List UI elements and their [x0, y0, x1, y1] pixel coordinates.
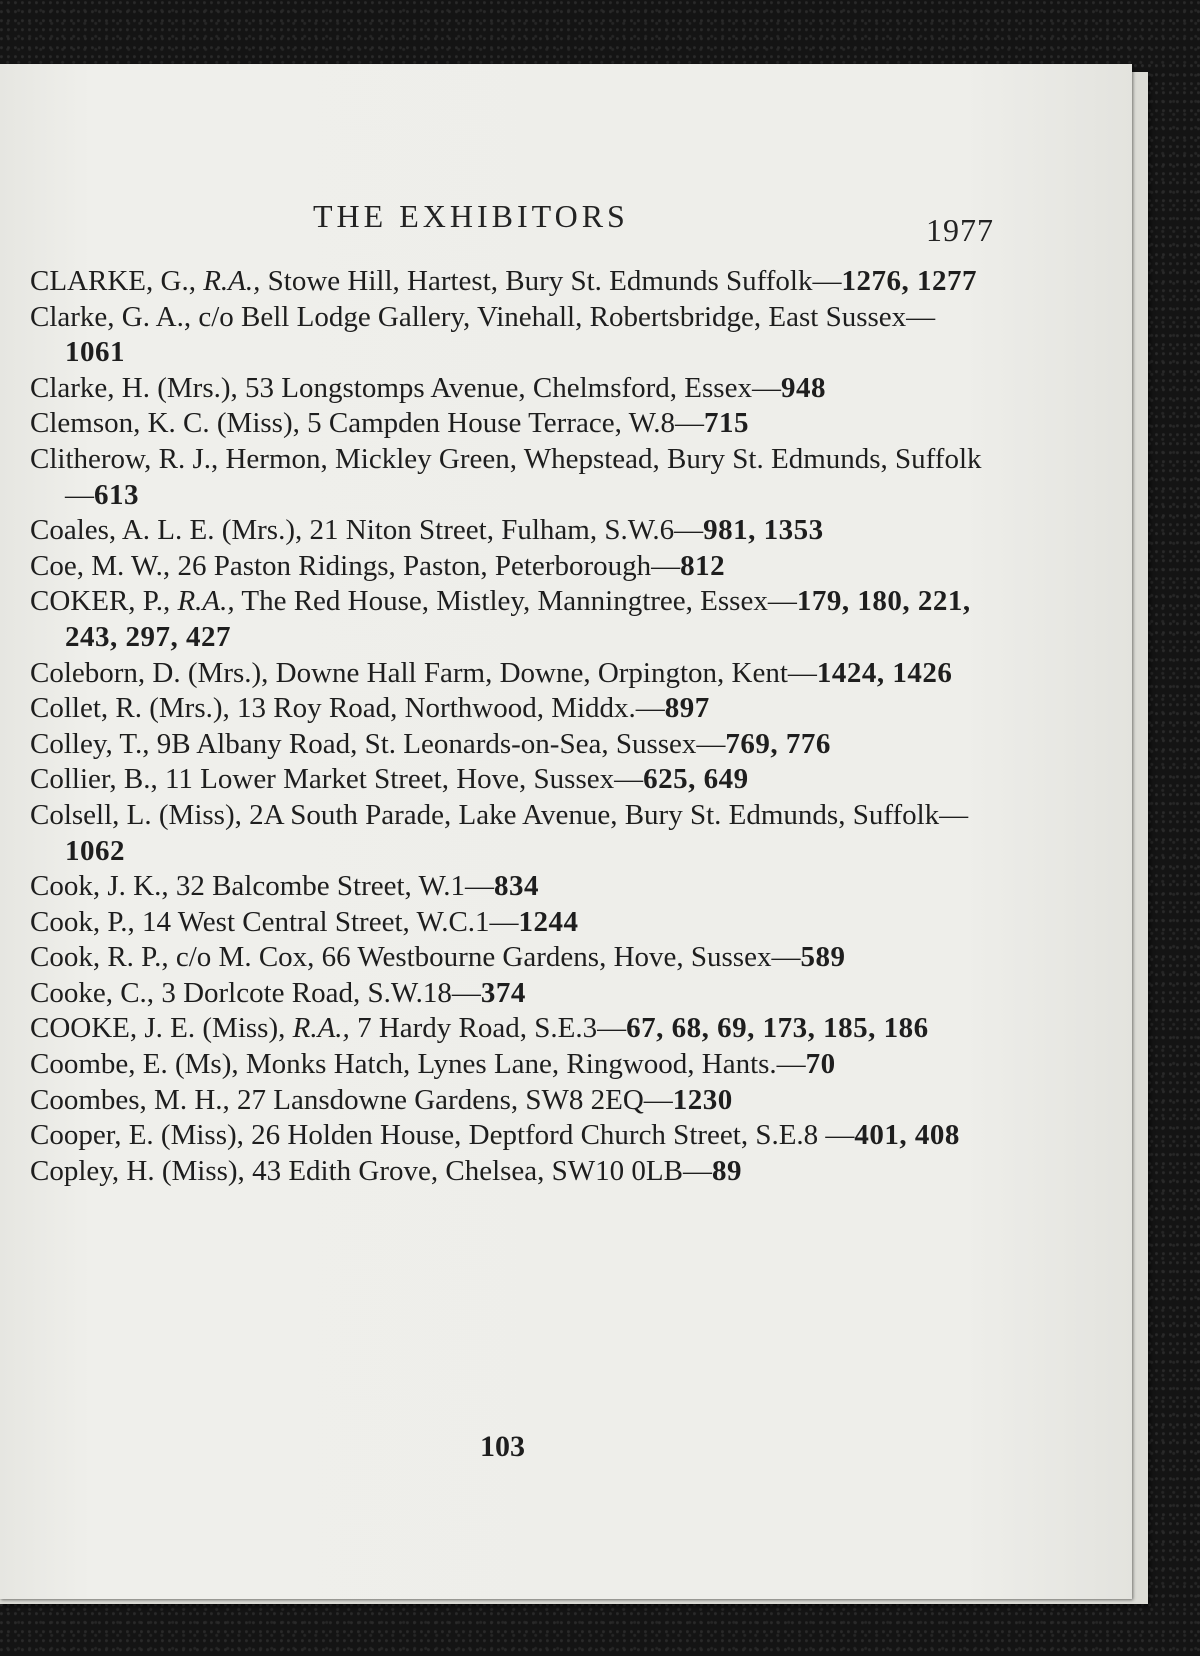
page-year: 1977 — [926, 212, 994, 248]
exhibitor-honour: R.A., — [203, 265, 261, 297]
exhibitor-entry — [30, 869, 990, 905]
exhibitor-entry — [30, 1083, 990, 1119]
exhibitor-address: c/o Bell Lodge Gallery, Vinehall, Robertsbridge, East Sussex— — [191, 300, 936, 333]
exhibit-numbers: 589 — [800, 941, 846, 974]
exhibitor-honour: R.A., — [177, 585, 235, 618]
exhibitor-address: 43 Edith Grove, Chelsea, SW10 0LB— — [244, 1154, 712, 1187]
exhibitor-entry — [30, 656, 990, 692]
exhibitor-address: Monks Hatch, Lynes Lane, Ringwood, Hants.— — [238, 1048, 806, 1081]
exhibitor-name: Collet, R. (Mrs.), — [30, 692, 230, 725]
exhibit-numbers: 948 — [780, 371, 826, 404]
exhibitor-name: Coleborn, D. (Mrs.), — [30, 656, 269, 689]
exhibitor-address: 26 Holden House, Deptford Church Street, S.E.8 — — [243, 1119, 855, 1152]
exhibitor-address: 9B Albany Road, St. Leonards-on-Sea, Sussex— — [149, 727, 726, 760]
exhibitor-entry — [30, 976, 990, 1012]
exhibitor-address: 11 Lower Market Street, Hove, Sussex— — [157, 763, 644, 796]
exhibitor-name: Coales, A. L. E. (Mrs.), — [30, 514, 303, 547]
exhibitor-name: Colley, T., — [30, 727, 150, 760]
exhibitor-name: Cook, J. K., — [30, 870, 169, 903]
exhibit-numbers: 1276, 1277 — [841, 265, 977, 297]
exhibitor-entry — [30, 1118, 990, 1154]
exhibitor-address: 26 Paston Ridings, Paston, Peterborough— — [170, 549, 681, 582]
exhibitor-address: 27 Lansdowne Gardens, SW8 2EQ— — [229, 1083, 673, 1116]
exhibitor-address: 13 Roy Road, Northwood, Middx.— — [229, 692, 665, 725]
exhibitor-address: Stowe Hill, Hartest, Bury St. Edmunds Suffolk— — [260, 265, 842, 297]
exhibitor-name: Collier, B., — [30, 763, 158, 796]
exhibitor-name: Clarke, G. A., — [30, 300, 192, 333]
exhibitor-entry — [30, 1011, 990, 1047]
exhibitor-entry — [30, 762, 990, 798]
exhibit-numbers: 897 — [664, 692, 710, 725]
exhibitor-entry — [30, 1047, 990, 1083]
exhibit-numbers: 715 — [704, 407, 750, 440]
exhibitor-list — [30, 264, 990, 1189]
exhibitor-entry — [30, 727, 990, 763]
exhibitor-name: Coombe, E. (Ms), — [30, 1048, 239, 1081]
exhibit-numbers: 613 — [94, 478, 139, 511]
exhibitor-name: Cooke, C., — [30, 976, 155, 1009]
exhibitor-address: Downe Hall Farm, Downe, Orpington, Kent— — [268, 656, 817, 689]
exhibit-numbers: 1062 — [65, 834, 125, 867]
exhibit-numbers: 812 — [680, 549, 726, 582]
exhibitor-address: 5 Campden House Terrace, W.8— — [299, 407, 705, 440]
exhibit-numbers: 1061 — [65, 336, 125, 369]
exhibitor-entry — [30, 1154, 990, 1190]
exhibitor-name: Clarke, H. (Mrs.), — [30, 371, 238, 404]
exhibitor-entry — [30, 442, 990, 513]
exhibit-numbers: 981, 1353 — [703, 514, 824, 547]
exhibitor-name: COKER, P., — [30, 585, 171, 618]
exhibitor-address: 21 Niton Street, Fulham, S.W.6— — [302, 514, 704, 547]
exhibitor-address: 32 Balcombe Street, W.1— — [168, 870, 494, 903]
exhibit-numbers: 1424, 1426 — [816, 656, 953, 689]
exhibitor-address: c/o M. Cox, 66 Westbourne Gardens, Hove, Sussex— — [168, 941, 801, 974]
exhibitor-address: Hermon, Mickley Green, Whepstead, Bury St. Edmunds, Suffolk— — [65, 442, 982, 511]
exhibitor-name: Cook, R. P., — [30, 941, 169, 974]
exhibit-numbers: 70 — [805, 1048, 836, 1081]
exhibit-numbers: 179, 180, 221, 243, 297, 427 — [65, 585, 971, 653]
page-title: THE EXHIBITORS — [313, 198, 629, 234]
exhibitor-name: CLARKE, G., — [30, 265, 196, 297]
exhibitor-entry — [30, 940, 990, 976]
exhibitor-entry — [30, 798, 990, 869]
exhibitor-entry — [30, 264, 990, 300]
exhibitor-address: 53 Longstomps Avenue, Chelmsford, Essex— — [237, 371, 781, 404]
exhibitor-name: Clitherow, R. J., — [30, 442, 219, 475]
exhibitor-entry — [30, 371, 990, 407]
exhibitor-name: Cooper, E. (Miss), — [30, 1119, 244, 1152]
exhibitor-honour: R.A., — [292, 1012, 350, 1045]
exhibitor-address: 2A South Parade, Lake Avenue, Bury St. Edmunds, Suffolk— — [241, 798, 969, 831]
exhibitor-name: Coe, M. W., — [30, 549, 171, 582]
exhibit-numbers: 374 — [480, 976, 526, 1009]
exhibit-numbers: 401, 408 — [854, 1119, 960, 1152]
exhibitor-address: 14 West Central Street, W.C.1— — [134, 905, 519, 938]
exhibitor-entry — [30, 584, 990, 655]
page-number: 103 — [480, 1430, 525, 1463]
exhibitor-name: Copley, H. (Miss), — [30, 1154, 245, 1187]
exhibit-numbers: 1244 — [518, 905, 579, 938]
exhibitor-entry — [30, 406, 990, 442]
running-head — [0, 198, 1100, 248]
exhibitor-name: Coombes, M. H., — [30, 1083, 230, 1116]
exhibit-numbers: 769, 776 — [725, 727, 831, 760]
exhibitor-entry — [30, 905, 990, 941]
exhibitor-name: COOKE, J. E. (Miss), — [30, 1012, 286, 1045]
exhibitor-address: 3 Dorlcote Road, S.W.18— — [154, 976, 481, 1009]
exhibitor-entry — [30, 513, 990, 549]
exhibitor-name: Clemson, K. C. (Miss), — [30, 407, 300, 440]
exhibit-numbers: 834 — [493, 870, 539, 903]
exhibitor-entry — [30, 691, 990, 727]
exhibitor-address: The Red House, Mistley, Manningtree, Essex— — [234, 585, 797, 618]
exhibit-numbers: 67, 68, 69, 173, 185, 186 — [626, 1012, 929, 1045]
exhibit-numbers: 89 — [711, 1154, 742, 1187]
exhibit-numbers: 1230 — [672, 1083, 733, 1116]
exhibit-numbers: 625, 649 — [643, 763, 749, 796]
exhibitor-name: Colsell, L. (Miss), — [30, 798, 242, 831]
exhibitor-entry — [30, 549, 990, 585]
exhibitor-entry — [30, 300, 990, 371]
exhibitor-name: Cook, P., — [30, 905, 135, 938]
exhibitor-address: 7 Hardy Road, S.E.3— — [349, 1012, 627, 1045]
